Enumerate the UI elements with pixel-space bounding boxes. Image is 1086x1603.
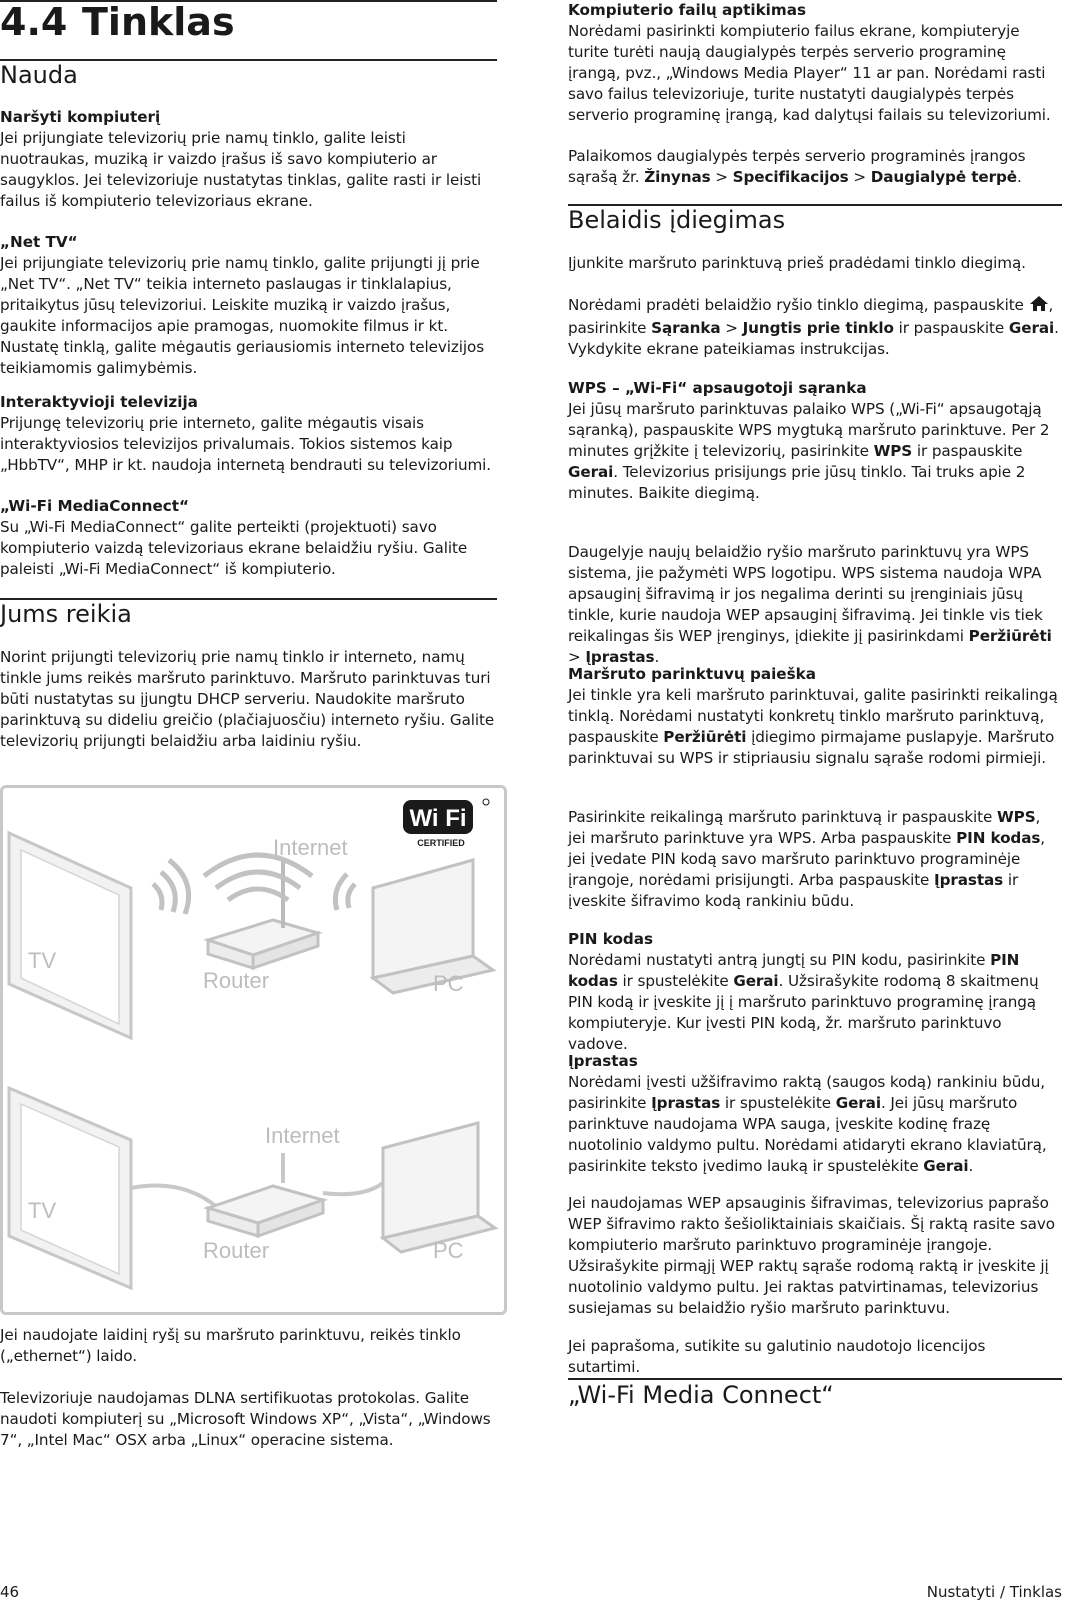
text: . Jei jūsų maršruto parinktuve naudojama WPA sauga, įveskite kodinę frazę nuotolinio valdymo pultu. Norėdami atidaryti ekrano klaviatūrą, pasirinkite teksto įvedimo lauką ir spustelėkite [568,1094,1047,1175]
block-select-router [568,807,1062,912]
home-icon [1029,295,1049,318]
block-router-search [568,664,1062,769]
block-interactive-tv [0,392,497,476]
button-perziureti[interactable]: Peržiūrėti [663,728,747,746]
wifi-signal-icon [204,855,312,900]
link-daugialype-terpe[interactable]: Daugialypė terpė [870,168,1017,186]
button-gerai[interactable]: Gerai [835,1094,881,1112]
text: Vykdykite ekrane pateikiamas instrukcijas. [568,340,890,358]
block-wired-note [0,1325,497,1367]
tv-label: TV [28,948,57,973]
block-pin-code [568,929,1062,1055]
block-browse-pc [0,107,497,212]
subheading: Kompiuterio failų aptikimas [568,1,807,19]
text: Daugelyje naujų belaidžio ryšio maršruto parinktuvų yra WPS sistema, jie pažymėti WPS logotipu. WPS sistema naudoja WPA apsauginį šifravimą ir jos negalima derinti su įrenginiais jūsų tinkle, kurie naudoja WEP apsauginį šifravimą. Jei tinkle vis tiek reikalingas šis WEP įrenginys, įdiekite jį pasirinkdami [568,543,1043,645]
button-gerai[interactable]: Gerai [568,463,614,481]
button-gerai[interactable]: Gerai [1008,319,1055,337]
router-label: Router [203,1238,270,1263]
block-file-detection [568,0,1062,126]
subheading: PIN kodas [568,930,654,948]
wifi-certified-logo [403,799,489,848]
tv-label: TV [28,1198,57,1223]
block-requirements [0,647,497,752]
block-dlna [0,1388,497,1451]
wifi-logo-text: Wi Fi [409,805,467,832]
divider [568,1378,1062,1380]
internet-label: Internet [265,1123,340,1148]
router-icon [208,1186,323,1236]
block-net-tv [0,232,497,379]
pc-label: PC [433,971,464,996]
subheading: „Net TV“ [0,233,78,251]
paragraph: Palaikomos daugialypės terpės serverio programinės įrangos sąrašą žr. Žinynas > Specifikacijos > Daugialypė terpė. [568,147,1026,186]
text: Palaikomos daugialypės terpės serverio programinės įrangos sąrašą žr. [568,147,1026,186]
paragraph: Jei naudojate laidinį ryšį su maršruto parinktuvu, reikės tinklo („ethernet“) laido. [0,1326,461,1365]
wired-scene [9,1088,495,1288]
text: ir spustelėkite [724,1094,831,1112]
separator: > [715,168,728,186]
section-heading-jums-reikia: Jums reikia [0,600,132,628]
paragraph: Daugelyje naujų belaidžio ryšio maršruto parinktuvų yra WPS sistema, jie pažymėti WPS logotipu. WPS sistema naudoja WPA apsauginį šifravimą ir jos negalima derinti su įrenginiais jūsų tinkle, kurie naudoja WEP apsauginį šifravimą. Jei tinkle vis tiek reikalingas šis WEP įrenginys, įdiekite jį pasirinkdami Peržiūrėti > Įprastas. [568,543,1052,666]
block-server-list [568,146,1062,188]
text: , jei įvedate PIN kodą savo maršruto parinktuvo programinėje įrangoje, norėdami prisijungti. Arba paspauskite [568,829,1046,889]
text: Televizorius prisijungs prie jūsų tinklo. Tai truks apie 2 minutes. Baikite diegimą. [568,463,1026,502]
text: Norėdami nustatyti antrą jungtį su PIN kodu, pasirinkite [568,951,986,969]
paragraph [568,807,1062,912]
paragraph: Norėdami įvesti užšifravimo raktą (saugos kodą) rankiniu būdu, pasirinkite Įprastas ir spustelėkite Gerai. Jei jūsų maršruto parinktuve naudojama WPA sauga, įveskite kodinę frazę nuotolinio valdymo pultu. Norėdami atidaryti ekrano klaviatūrą, pasirinkite teksto įvedimo lauką ir spustelėkite Gerai. [568,1073,1047,1175]
link-specifikacijos[interactable]: Specifikacijos [732,168,849,186]
network-diagram-svg [3,788,504,1312]
paragraph: Jei prijungiate televizorių prie namų tinklo, galite prijungti jį prie „Net TV“. „Net TV“ teikia interneto paslaugas ir tinklalapius, pritaikytus jūsų televizoriui. Leiskite muziką ir vaizdo įrašus, gaukite informacijos apie pramogas, nuomokite filmus ir kt. Nustatę tinklą, galite mėgautis geriausiomis interneto televizijos teikiamomis galimybėmis. [0,254,485,377]
subheading: Maršruto parinktuvų paieška [568,665,816,683]
subheading: „Wi-Fi MediaConnect“ [0,497,190,515]
paragraph: Jei jūsų maršruto parinktuvas palaiko WPS („Wi-Fi“ apsaugotąją sąranką), paspauskite WPS mygtuką maršruto parinktuve. Per 2 minutes grįžkite į televizorių, pasirinkite WPS ir paspauskite Gerai. Televizorius prisijungs prie jūsų tinklo. Tai truks apie 2 minutes. Baikite diegimą. [568,400,1050,502]
network-diagram [0,785,507,1315]
text: Jei tinkle yra keli maršruto parinktuvai, galite pasirinkti reikalingą tinklą. Norėdami nustatyti konkretų tinklo maršruto parinktuvą, paspauskite [568,686,1058,746]
link-zinynas[interactable]: Žinynas [644,168,711,186]
button-gerai[interactable]: Gerai [923,1157,969,1175]
subheading: Naršyti kompiuterį [0,108,161,126]
block-wps [568,378,1062,504]
block-wep [568,1193,1062,1319]
chapter-number: 4.4 [0,0,68,44]
button-wps[interactable]: WPS [873,442,913,460]
text: ir paspauskite [916,442,1023,460]
paragraph: Norint prijungti televizorių prie namų tinklo ir interneto, namų tinkle jums reikės maršruto parinktuvo. Maršruto parinktuvas turi būti nustatytas su įjungtu DHCP serveriu. Naudokite maršruto parinktuvą su dideliu greičio (plačiajuosčiu) interneto ryšiu. Galite televizorių prijungti belaidžiu arba laidiniu ryšiu. [0,648,495,750]
separator: > [725,319,738,337]
wifi-signal-icon [335,874,355,910]
text: įdiegimo pirmajame puslapyje. Maršruto parinktuvai su WPS ir stipriausiu signalu sąraše rodomi pirmieji. [568,728,1055,767]
paragraph: Norėdami pradėti belaidžio ryšio tinklo diegimą, paspauskite , pasirinkite Sąranka > Jungtis prie tinklo ir paspauskite Gerai. Vykdykite ekrane pateikiamas instrukcijas. [568,296,1059,358]
separator: > [568,648,581,666]
paragraph: Norėdami pasirinkti kompiuterio failus ekrane, kompiuteryje turite turėti naują daugialypės terpės serverio programinę įrangą, pvz., „Windows Media Player“ 11 ar pan. Norėdami rasti savo failus televizoriuje, turite nustatyti daugialypės terpės serverio programinę įrangą, kad dalytųsi failais su televizoriumi. [568,22,1051,124]
pc-label: PC [433,1238,464,1263]
text: , jei maršruto parinktuve yra WPS. Arba paspauskite [568,808,1041,847]
text: ir įveskite šifravimo kodą rankiniu būdu. [568,871,1019,910]
button-iprastas[interactable]: Įprastas [934,871,1004,889]
chapter-heading [0,0,235,44]
button-perziureti[interactable]: Peržiūrėti [968,627,1052,645]
text: Pasirinkite reikalingą maršruto parinktuvą ir paspauskite [568,808,993,826]
tv-icon [9,1088,131,1288]
button-iprastas[interactable]: Įprastas [585,648,655,666]
separator: > [853,168,867,186]
block-wps-info [568,542,1062,668]
wifi-certified-text: CERTIFIED [417,838,465,848]
menu-jungtis[interactable]: Jungtis prie tinklo [742,319,894,337]
block-license [568,1336,1062,1378]
button-pin-kodas[interactable]: PIN kodas [956,829,1041,847]
button-pin-kodas[interactable]: PIN kodas [568,951,1020,990]
wireless-scene [9,833,493,1038]
block-wifi-mediaconnect [0,496,497,580]
paragraph: Televizoriuje naudojamas DLNA sertifikuotas protokolas. Galite naudoti kompiuterį su „Microsoft Windows XP“, „Vista“, „Windows 7“, „Intel Mac“ OSX arba „Linux“ operacine sistema. [0,1389,491,1449]
block-router-on [568,253,1062,274]
laptop-icon [383,1123,495,1252]
section-heading-belaidis: Belaidis įdiegimas [568,206,786,234]
button-iprastas[interactable]: Įprastas [651,1094,721,1112]
subheading: Interaktyvioji televizija [0,393,198,411]
section-heading-wifi-media-connect: „Wi-Fi Media Connect“ [568,1381,834,1409]
subheading: Įprastas [568,1052,638,1070]
text: Norėdami įvesti užšifravimo raktą (saugos kodą) rankiniu būdu, pasirinkite [568,1073,1046,1112]
page-number: 46 [0,1583,20,1601]
paragraph: Prijungę televizorių prie interneto, galite mėgautis visais interaktyviosios televizijos privalumais. Tokios sistemos kaip „HbbTV“, MHP ir kt. naudoja internetą bendrauti su televizoriumi. [0,414,492,474]
paragraph: Jei naudojamas WEP apsauginis šifravimas, televizorius paprašo WEP šifravimo rakto šešioliktainiais skaičiais. Šį raktą rasite savo kompiuterio maršruto parinktuvo programinėje įrangoje. Užsirašykite pirmąjį WEP raktų sąraše rodomą raktą ir įveskite jį nuotolinio valdymo pultu. Jei raktas patvirtinamas, televizorius susiejamas su belaidžio ryšio maršruto parinktuvu. [568,1194,1055,1317]
text: ir paspauskite [898,319,1005,337]
menu-saranka[interactable]: Sąranka [651,319,721,337]
text: ir spustelėkite [622,972,729,990]
paragraph: Su „Wi-Fi MediaConnect“ galite perteikti (projektuoti) savo kompiuterio vaizdą televizoriaus ekrane belaidžiu ryšiu. Galite paleisti „Wi-Fi MediaConnect“ iš kompiuterio. [0,518,468,578]
text: Jei jūsų maršruto parinktuvas palaiko WPS („Wi-Fi“ apsaugotąją sąranką), paspauskite WPS mygtuką maršruto parinktuve. Per 2 minutes grįžkite į televizorių, pasirinkite [568,400,1050,460]
paragraph: Jei paprašoma, sutikite su galutinio naudotojo licencijos sutartimi. [568,1337,986,1376]
button-wps[interactable]: WPS [997,808,1036,826]
block-manual [568,1051,1062,1177]
text: . Užsirašykite rodomą 8 skaitmenų PIN kodą ir įveskite jį į maršruto parinktuvo programinę įrangą kompiuteryje. Kur įvesti PIN kodą, žr. maršruto parinktuvo vadove. [568,972,1039,1053]
internet-label: Internet [273,835,348,860]
section-heading-nauda: Nauda [0,61,78,89]
button-gerai[interactable]: Gerai [733,972,779,990]
wifi-signal-icon [153,860,189,914]
text: Norėdami pradėti belaidžio ryšio tinklo diegimą, paspauskite [568,296,1024,314]
text: pasirinkite [568,319,647,337]
router-label: Router [203,968,270,993]
tv-icon [9,833,131,1038]
paragraph [568,685,1062,769]
paragraph [568,950,1062,1055]
chapter-title: Tinklas [82,0,235,44]
subheading: WPS – „Wi-Fi“ apsaugotoji sąranka [568,379,867,397]
block-start-install [568,295,1062,360]
paragraph: Jei prijungiate televizorių prie namų tinklo, galite leisti nuotraukas, muziką ir vaizdo įrašus iš savo kompiuterio ar saugyklos. Jei televizoriuje nustatytas tinklas, galite rasti ir leisti failus iš kompiuterio televizoriaus ekrane. [0,129,482,210]
paragraph: Įjunkite maršruto parinktuvą prieš pradėdami tinklo diegimą. [568,254,1026,272]
footer-section: Nustatyti / Tinklas [926,1583,1062,1601]
